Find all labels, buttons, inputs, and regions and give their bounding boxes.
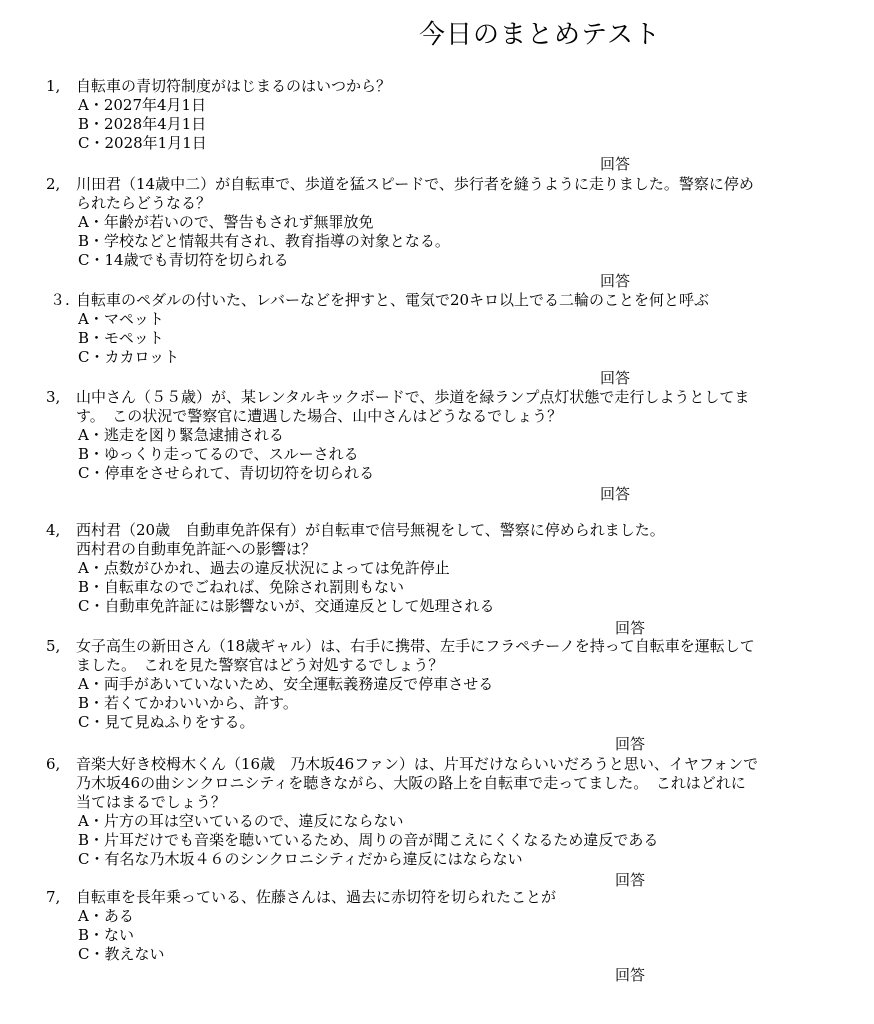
option-b: B・学校などと情報共有され、教育指導の対象となる。 [78,232,450,250]
option-c: C・有名な乃木坂４６のシンクロニシティだから違反にはならない [78,850,523,868]
question-number: 2, [46,175,61,193]
question-5 [0,521,874,616]
option-a: A・点数がひかれ、過去の違反状況によっては免許停止 [78,559,450,577]
question-text: 山中さん（５５歳）が、某レンタルキックボードで、歩道を緑ランプ点灯状態で走行しようとしてま [76,388,750,406]
answer-label: 回答 [615,619,646,637]
question-2 [0,175,874,270]
question-text: ました。 これを見た警察官はどう対処するでしょう？ [76,656,444,674]
option-c: C・停車をさせられて、青切切符を切られる [78,464,375,482]
option-b: B・自転車なのでごねれば、免除され罰則もない [78,578,405,596]
question-3 [0,291,874,367]
option-c: C・見て見ぬふりをする。 [78,713,255,731]
page-title: 今日のまとめテスト [419,20,661,50]
question-number: 6, [46,755,61,773]
question-number: 4, [46,521,61,539]
question-text: 女子高生の新田さん（18歳ギャル）は、右手に携帯、左手にフラペチーノを持って自転車を運転して [76,637,755,655]
answer-label: 回答 [600,155,631,173]
option-b: B・片耳だけでも音楽を聴いているため、周りの音が聞こえにくくなるため違反である [78,831,659,849]
question-text: 乃木坂46の曲シンクロニシティを聴きながら、大阪の路上を自転車で走ってました。 これはどれに [76,774,746,792]
option-b: B・ゆっくり走ってるので、スルーされる [78,445,359,463]
option-a: A・両手があいていないため、安全運転義務違反で停車させる [78,675,494,693]
question-6 [0,637,874,732]
question-text: られたらどうなる？ [76,194,212,212]
answer-label: 回答 [615,966,646,984]
question-text: 自転車を長年乗っている、佐藤さんは、過去に赤切符を切られたことが [76,888,557,906]
option-c: C・教えない [78,945,165,963]
option-b: B・若くてかわいいから、許す。 [78,694,298,712]
answer-label: 回答 [600,369,631,387]
option-a: A・逃走を図り緊急逮捕される [78,426,284,444]
question-number: 1, [46,77,61,95]
answer-label: 回答 [600,272,631,290]
option-a: A・2027年4月1日 [78,96,207,114]
question-7 [0,755,874,869]
option-a: A・片方の耳は空いているので、違反にならない [78,812,404,830]
option-c: C・2028年1月1日 [78,134,207,152]
option-a: A・年齢が若いので、警告もされず無罪放免 [78,213,374,231]
question-1 [0,77,874,153]
question-4 [0,388,874,483]
question-text: 自転車の青切符制度がはじまるのはいつから？ [76,77,392,95]
question-text: 自転車のペダルの付いた、レバーなどを押すと、電気で20キロ以上でる二輪のことを何と呼ぶ [76,291,710,309]
answer-label: 回答 [600,485,631,503]
question-text: 当てはまるでしょう？ [76,793,226,811]
answer-label: 回答 [615,871,646,889]
option-b: B・モペット [78,329,164,347]
question-text: 西村君（20歳 自動車免許保有）が自転車で信号無視をして、警察に停められました。 [76,521,665,539]
question-number: 3, [46,388,61,406]
question-text: 音楽大好き校栂木くん（16歳 乃木坂46ファン）は、片耳だけならいいだろうと思い、イヤフォンで [76,755,759,773]
question-text: 西村君の自動車免許証への影響は？ [76,540,317,558]
question-8 [0,888,874,964]
question-number: 7, [46,888,61,906]
option-c: C・14歳でも青切符を切られる [78,251,289,269]
question-text: 川田君（14歳中二）が自転車で、歩道を猛スピードで、歩行者を縫うように走りました。警察に停め [76,175,754,193]
option-c: C・カカロット [78,348,180,366]
option-b: B・ない [78,926,135,944]
answer-label: 回答 [615,735,646,753]
option-c: C・自動車免許証には影響ないが、交通違反として処理される [78,597,495,615]
question-number: 5, [46,637,61,655]
option-b: B・2028年4月1日 [78,115,207,133]
option-a: A・ある [78,907,134,925]
question-text: す。 この状況で警察官に遭遇した場合、山中さんはどうなるでしょう？ [76,407,563,425]
question-number: ３. [50,291,70,309]
option-a: A・マペット [78,310,164,328]
